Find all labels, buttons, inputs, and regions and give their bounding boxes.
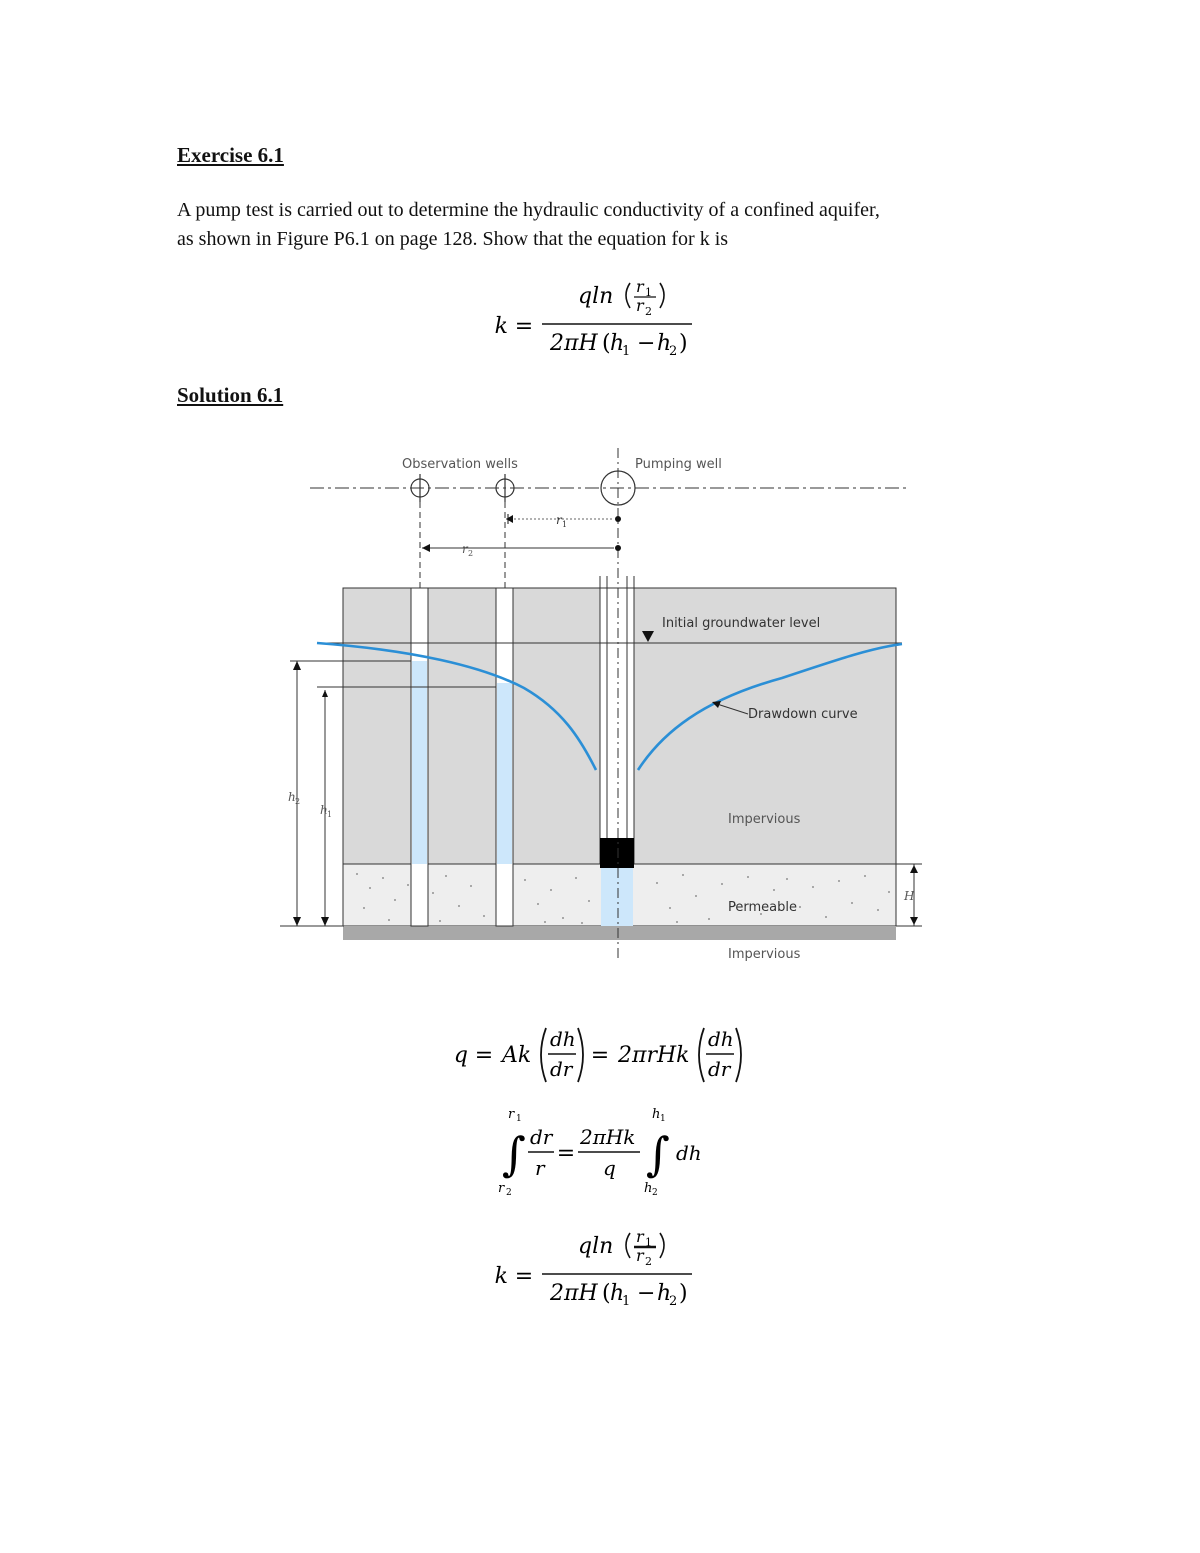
- observation-well-1-water: [412, 661, 427, 864]
- observation-wells-label: Observation wells: [402, 457, 518, 472]
- eq3-lower-r: r: [498, 1181, 505, 1196]
- equation-k-statement: [480, 270, 720, 360]
- eq3-lower-h: h: [644, 1181, 653, 1196]
- permeable-label: Permeable: [728, 900, 797, 915]
- eq3-upper-r-sub: 1: [516, 1114, 522, 1124]
- impervious-base-layer: [343, 926, 896, 940]
- eq4-r1-sub: 1: [645, 1236, 652, 1249]
- eq3-lower-h-sub: 2: [652, 1188, 658, 1198]
- eq-paren-close: ): [679, 331, 688, 356]
- eq3-dr: dr: [530, 1125, 553, 1149]
- observation-well-2-water: [497, 683, 512, 864]
- eq3-2piHk: 2πHk: [580, 1125, 636, 1149]
- eq2-dr-1: dr: [550, 1057, 573, 1081]
- eq4-paren-close: ): [679, 1281, 688, 1306]
- eq-r2-sub: 2: [645, 305, 652, 318]
- eq4-r2-sub: 2: [645, 1255, 652, 1268]
- eq4-h2: h: [657, 1281, 672, 1306]
- eq4-r2-r: r: [636, 1246, 644, 1265]
- exercise-heading: Exercise 6.1: [177, 143, 284, 167]
- eq4-minus: −: [637, 1281, 656, 1306]
- impervious-lower-label: Impervious: [728, 947, 801, 962]
- drawdown-curve-label: Drawdown curve: [748, 707, 858, 722]
- pump-block: [600, 838, 634, 868]
- eq-minus: −: [637, 331, 656, 356]
- eq2-Ak: Ak: [502, 1043, 532, 1068]
- eq-numerator-qln: qln: [578, 284, 614, 309]
- h1-label: h: [320, 803, 328, 817]
- eq4-paren-open: (: [602, 1281, 611, 1306]
- eq-r2-r: r: [636, 296, 644, 315]
- initial-groundwater-level-label: Initial groundwater level: [662, 616, 821, 631]
- eq-k-symbol: k: [494, 314, 508, 339]
- eq-h1: h: [610, 331, 625, 356]
- eq-h2-sub: 2: [669, 344, 678, 359]
- pump-test-figure: [262, 438, 942, 963]
- r1-label: r: [556, 513, 562, 527]
- eq-denominator-2piH: 2πH: [550, 331, 598, 356]
- eq3-upper-h-sub: 1: [660, 1114, 666, 1124]
- r1-sub: 1: [562, 520, 568, 529]
- pumping-well-casing: [600, 588, 634, 864]
- eq2-2pirHk: 2πrHk: [618, 1043, 690, 1068]
- eq4-denominator-2piH: 2πH: [550, 1281, 598, 1306]
- eq2-q: q: [453, 1043, 468, 1068]
- eq-r1-r: r: [636, 277, 644, 296]
- eq3-integral-1: ∫: [502, 1127, 526, 1181]
- exercise-text-line-1: A pump test is carried out to determine the hydraulic conductivity of a confined aquifer,: [177, 199, 880, 221]
- eq3-dh: dh: [676, 1141, 702, 1165]
- eq4-h1-sub: 1: [622, 1294, 631, 1309]
- eq-h1-sub: 1: [622, 344, 631, 359]
- h1-sub: 1: [327, 810, 333, 819]
- pumping-well-label: Pumping well: [635, 457, 722, 472]
- h2-sub: 2: [295, 797, 301, 806]
- eq2-dh-1: dh: [550, 1027, 576, 1051]
- eq3-upper-r: r: [508, 1107, 515, 1122]
- eq-h2: h: [657, 331, 672, 356]
- eq3-equals: =: [556, 1141, 576, 1166]
- exercise-text-line-2: as shown in Figure P6.1 on page 128. Show that the equation for k is: [177, 228, 729, 250]
- eq2-dr-2: dr: [708, 1057, 731, 1081]
- equation-darcy-flow: [440, 1018, 760, 1088]
- eq4-h1: h: [610, 1281, 625, 1306]
- eq3-integral-2: ∫: [646, 1127, 670, 1181]
- eq-equals: =: [514, 314, 534, 339]
- eq2-equals-1: =: [474, 1043, 494, 1068]
- pumping-well-screen-water: [601, 868, 633, 926]
- eq-paren-open: (: [602, 331, 611, 356]
- eq4-numerator-qln: qln: [578, 1234, 614, 1259]
- eq-r1-sub: 1: [645, 286, 652, 299]
- eq3-q: q: [603, 1156, 616, 1180]
- h2-label: h: [288, 790, 296, 804]
- eq2-dh-2: dh: [708, 1027, 734, 1051]
- eq4-h2-sub: 2: [669, 1294, 678, 1309]
- eq4-equals: =: [514, 1264, 534, 1289]
- eq3-upper-h: h: [652, 1107, 661, 1122]
- impervious-upper-label: Impervious: [728, 812, 801, 827]
- eq2-equals-2: =: [590, 1043, 610, 1068]
- r2-sub: 2: [468, 549, 474, 558]
- eq3-lower-r-sub: 2: [506, 1188, 512, 1198]
- equation-integral: [480, 1100, 740, 1200]
- r2-label: r: [462, 542, 468, 556]
- solution-heading: Solution 6.1: [177, 383, 284, 407]
- eq4-r1-r: r: [636, 1227, 644, 1246]
- H-label: H: [904, 889, 915, 903]
- equation-k-result: [480, 1220, 720, 1310]
- eq4-k-symbol: k: [494, 1264, 508, 1289]
- eq3-r: r: [535, 1156, 545, 1180]
